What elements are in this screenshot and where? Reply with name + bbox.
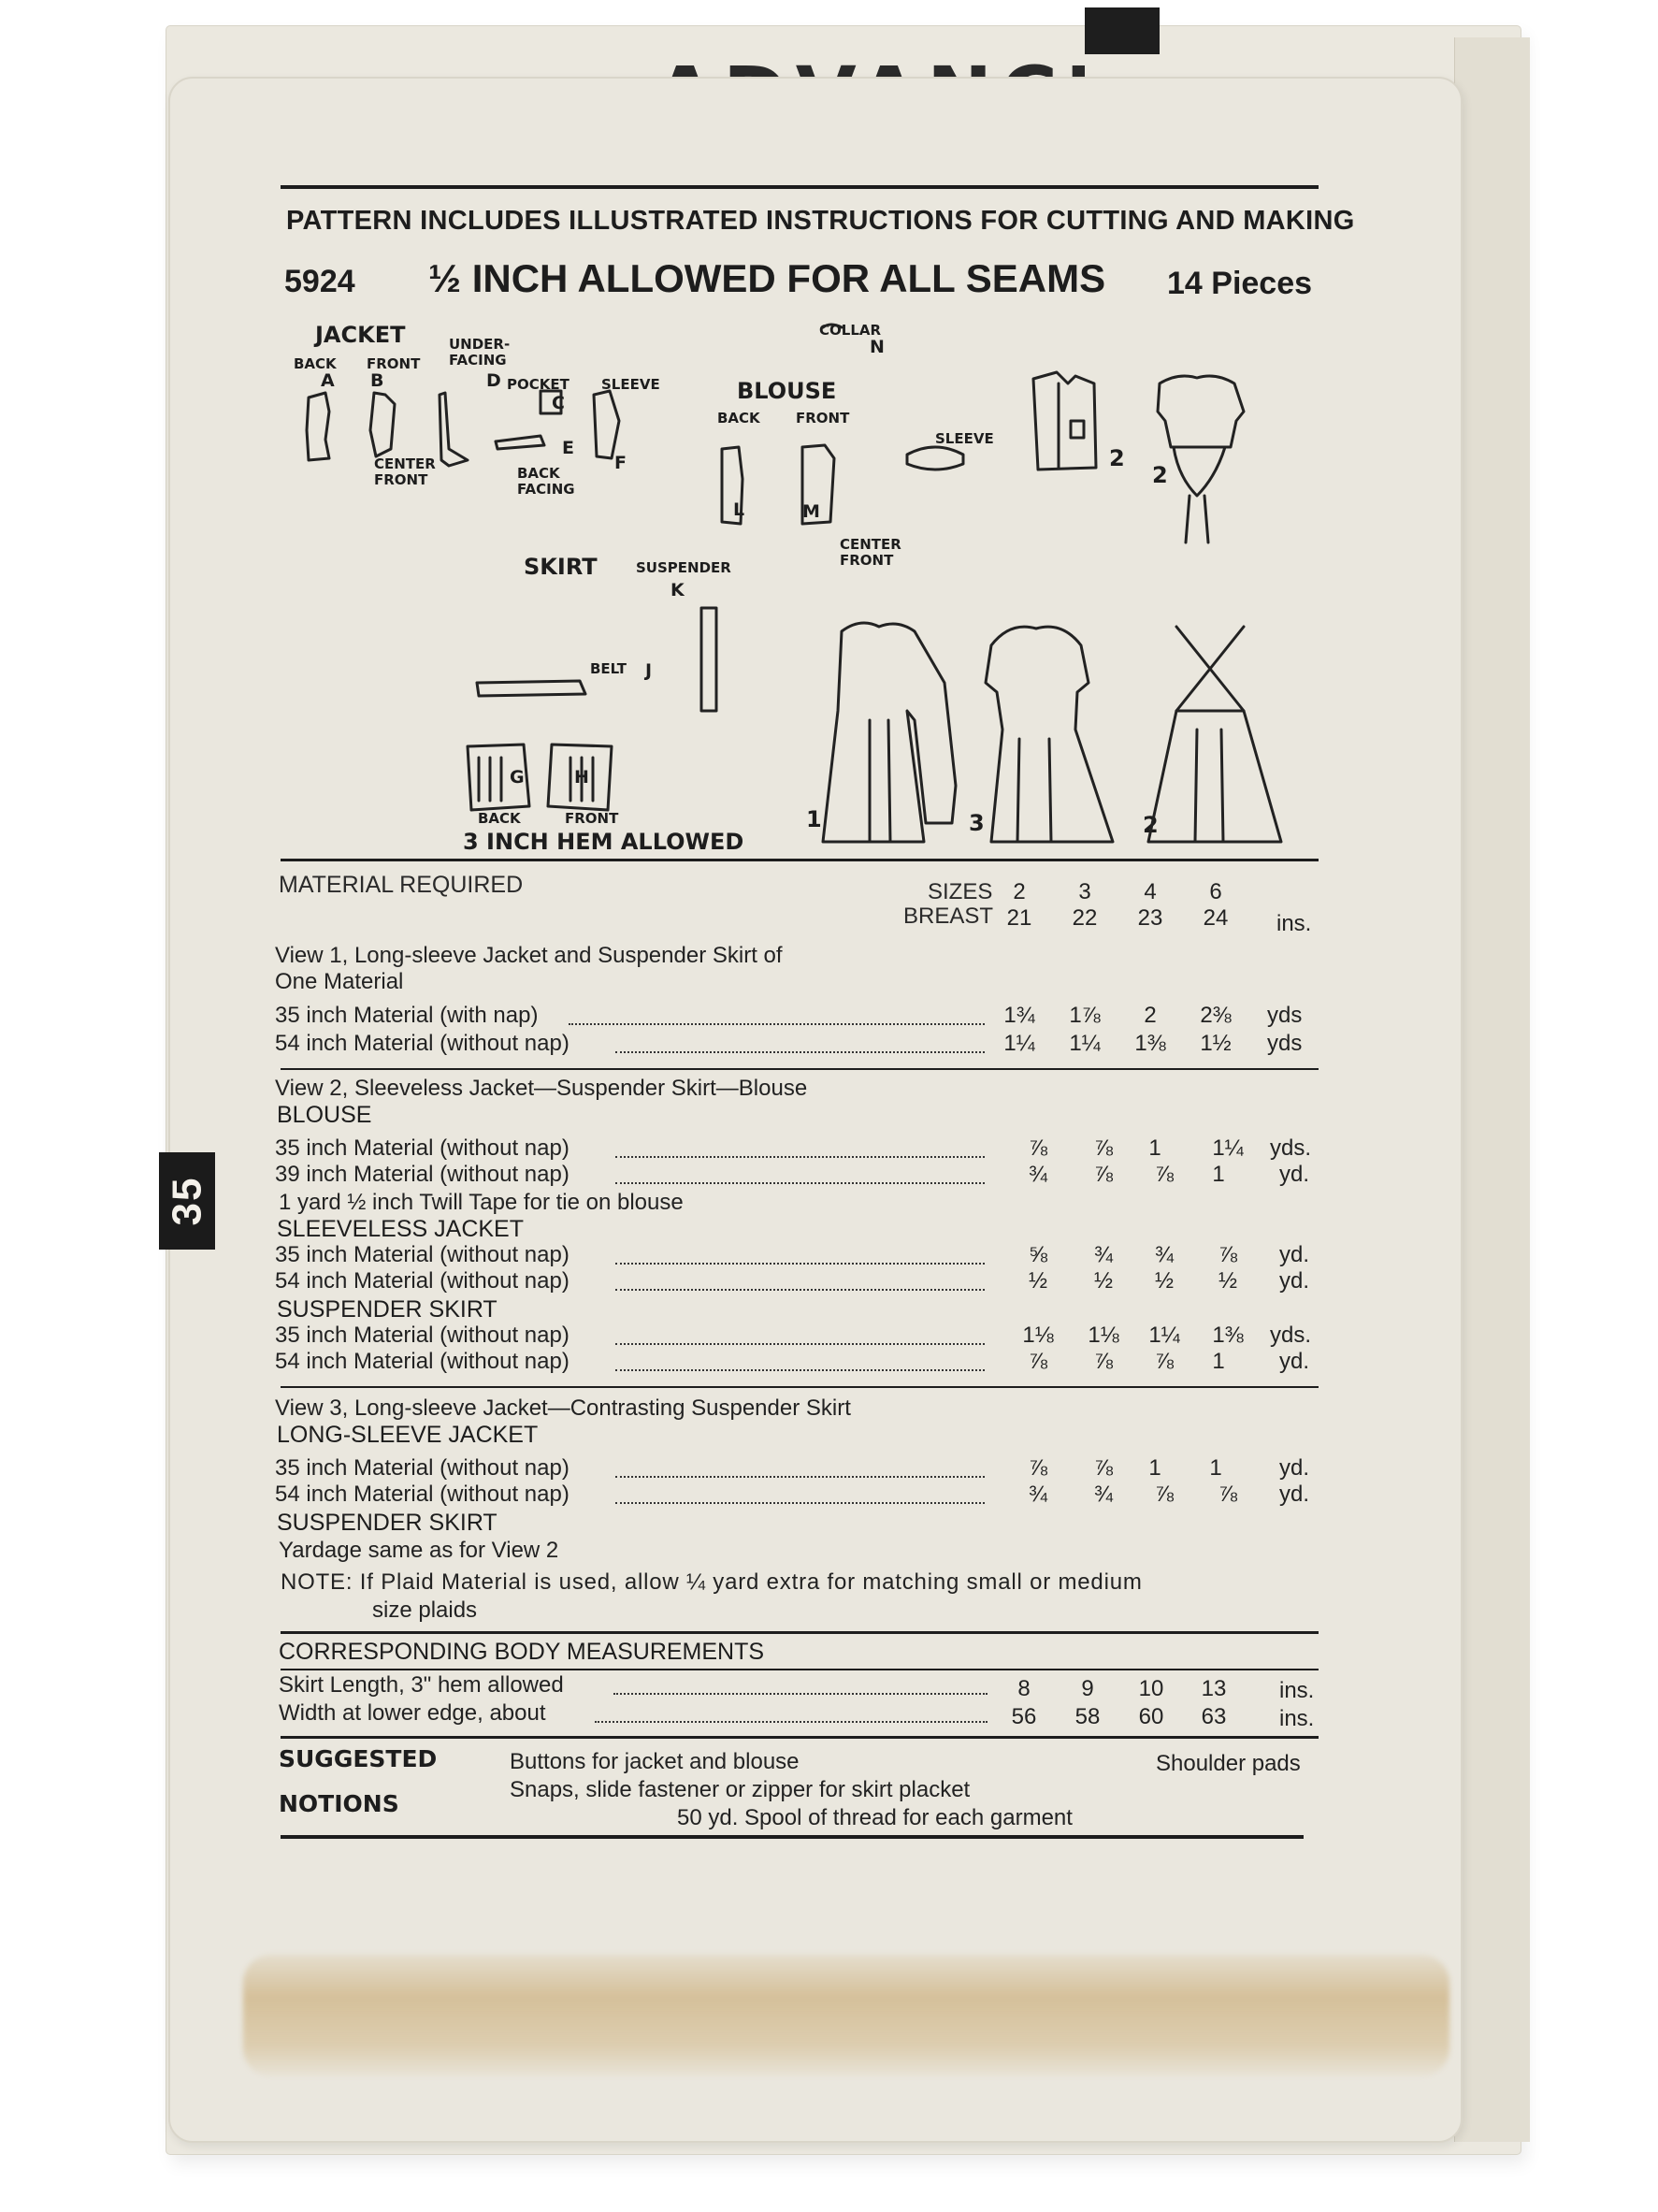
- view2-blouse-row1-v2: ⅞: [1093, 1135, 1113, 1161]
- view2-blouse-row2-label: 39 inch Material (without nap): [275, 1162, 569, 1187]
- breast-label: BREAST: [903, 904, 994, 929]
- stain-mark: [243, 1955, 1449, 2076]
- view-number-2: 2: [1143, 812, 1159, 838]
- width-lower-edge-v4: 63: [1201, 1704, 1227, 1729]
- notion-shoulder-pads: Shoulder pads: [1156, 1751, 1301, 1776]
- instructions-line: PATTERN INCLUDES ILLUSTRATED INSTRUCTIONS FOR CUTTING AND MAKING: [286, 206, 1355, 236]
- size-6: 6: [1209, 879, 1222, 904]
- skirt-length-unit: ins.: [1279, 1678, 1315, 1703]
- piece-letter-n: N: [870, 337, 885, 357]
- view2-blouse-row2-v2: ⅞: [1093, 1162, 1113, 1187]
- view2-skirt-row2-unit: yd.: [1279, 1349, 1310, 1374]
- seam-allowance: ½ INCH ALLOWED FOR ALL SEAMS: [428, 256, 1106, 300]
- leader-line: [569, 1023, 985, 1025]
- blouse-center-front-label: CENTER FRONT: [840, 536, 901, 569]
- view2-jacket-row2-unit: yd.: [1279, 1268, 1310, 1294]
- view3-jacket-row1-v2: ⅞: [1093, 1455, 1113, 1481]
- view3-jacket-row1-label: 35 inch Material (without nap): [275, 1455, 569, 1481]
- view2-skirt-row1-v1: 1⅛: [1022, 1323, 1054, 1348]
- notions-top-rule: [281, 1736, 1319, 1739]
- view1-row2-v1: 1¼: [1003, 1031, 1035, 1056]
- skirt-pattern-pieces: [458, 589, 776, 823]
- view2-jacket-row1-unit: yd.: [1279, 1242, 1310, 1267]
- piece-letter-g: G: [510, 767, 525, 788]
- view1-row1-label: 35 inch Material (with nap): [275, 1003, 539, 1028]
- notion-snaps: Snaps, slide fastener or zipper for skirt placket: [510, 1777, 971, 1802]
- leader-line: [615, 1369, 985, 1371]
- piece-letter-l: L: [733, 499, 745, 520]
- breast-unit: ins.: [1276, 911, 1312, 936]
- view2-skirt-row1-v2: 1⅛: [1088, 1323, 1119, 1348]
- blouse-sleeve-label: SLEEVE: [935, 430, 994, 447]
- skirt-front-label: FRONT: [565, 810, 619, 827]
- view2-skirt-row2-v3: ⅞: [1154, 1349, 1174, 1374]
- view3-jacket-row2-v1: ¾: [1028, 1482, 1047, 1507]
- view2-jacket-row2-v1: ½: [1028, 1268, 1047, 1294]
- view3-jacket-row2-label: 54 inch Material (without nap): [275, 1482, 569, 1507]
- belt-label: BELT: [590, 660, 627, 677]
- view3-jacket-heading: LONG-SLEEVE JACKET: [277, 1422, 539, 1448]
- view2-blouse-row2-unit: yd.: [1279, 1162, 1310, 1187]
- leader-line: [615, 1289, 985, 1291]
- view-number-2-top: 2: [1109, 445, 1125, 471]
- sizes-label: SIZES: [928, 879, 993, 904]
- piece-letter-m: M: [802, 501, 820, 522]
- notions-label: NOTIONS: [279, 1790, 399, 1817]
- skirt-label: SKIRT: [524, 554, 598, 580]
- skirt-length-v2: 9: [1081, 1676, 1094, 1701]
- view2-skirt-row2-v2: ⅞: [1093, 1349, 1113, 1374]
- leader-line: [615, 1051, 985, 1053]
- corner-tab: [1085, 7, 1160, 54]
- view2-skirt-row1-v3: 1¼: [1148, 1323, 1180, 1348]
- plaid-note: NOTE: If Plaid Material is used, allow ¼ yard extra for matching small or medium: [281, 1569, 1143, 1595]
- view3-jacket-row2-unit: yd.: [1279, 1482, 1310, 1507]
- jacket-sleeve-label: SLEEVE: [601, 376, 660, 393]
- view2-blouse-row1-v1: ⅞: [1028, 1135, 1047, 1161]
- view-number-2-bodice: 2: [1152, 462, 1168, 488]
- material-top-rule: [281, 859, 1319, 861]
- view1-row1-v3: 2: [1144, 1003, 1157, 1028]
- jacket-center-front-label: CENTER FRONT: [374, 455, 436, 488]
- collar-label: COLLAR: [819, 322, 882, 339]
- view3-jacket-row2-v3: ⅞: [1154, 1482, 1174, 1507]
- jacket-front-label: FRONT: [367, 355, 421, 372]
- width-lower-edge-v1: 56: [1011, 1704, 1037, 1729]
- piece-letter-j: J: [645, 660, 653, 681]
- view2-jacket-row2-v2: ½: [1093, 1268, 1113, 1294]
- bottom-rule: [281, 1835, 1304, 1839]
- suggested-label: SUGGESTED: [279, 1745, 438, 1772]
- view2-skirt-row2-v4: 1: [1212, 1349, 1225, 1374]
- view1-heading: View 1, Long-sleeve Jacket and Suspender Skirt of: [275, 943, 783, 968]
- view2-blouse-row1-label: 35 inch Material (without nap): [275, 1135, 569, 1161]
- piece-letter-c: C: [552, 393, 565, 413]
- piece-letter-h: H: [574, 767, 589, 788]
- piece-letter-k: K: [670, 580, 685, 600]
- view2-blouse-row1-v4: 1¼: [1212, 1135, 1244, 1161]
- view2-blouse-row2-v3: ⅞: [1154, 1162, 1174, 1187]
- jacket-back-label: BACK: [294, 355, 337, 372]
- pocket-label: POCKET: [507, 376, 569, 393]
- width-lower-edge-unit: ins.: [1279, 1706, 1315, 1731]
- twill-tape-note: 1 yard ½ inch Twill Tape for tie on blouse: [279, 1190, 684, 1215]
- view3-jacket-row2-v4: ⅞: [1218, 1482, 1237, 1507]
- envelope-flap: [1454, 37, 1530, 2142]
- view1-heading-cont: One Material: [275, 969, 404, 994]
- size-3: 3: [1078, 879, 1091, 904]
- leader-line: [615, 1476, 985, 1478]
- view1-row1-unit: yds: [1267, 1003, 1303, 1028]
- leader-line: [615, 1182, 985, 1184]
- piece-letter-f: F: [614, 453, 627, 473]
- view2-skirt-row2-label: 54 inch Material (without nap): [275, 1349, 569, 1374]
- view2-jacket-row2-v4: ½: [1218, 1268, 1237, 1294]
- leader-line: [613, 1693, 988, 1695]
- measurements-rule: [281, 1669, 1319, 1670]
- view1-row1-v1: 1¾: [1003, 1003, 1035, 1028]
- jacket-label: JACKET: [315, 322, 406, 348]
- plaid-note-cont: size plaids: [372, 1598, 478, 1623]
- view2-skirt-heading: SUSPENDER SKIRT: [277, 1296, 497, 1323]
- breast-24: 24: [1203, 905, 1229, 931]
- breast-23: 23: [1137, 905, 1163, 931]
- width-lower-edge-label: Width at lower edge, about: [279, 1700, 546, 1726]
- piece-letter-b: B: [370, 370, 384, 391]
- skirt-back-label: BACK: [478, 810, 521, 827]
- size-4: 4: [1144, 879, 1157, 904]
- garment-view-sketches: [804, 608, 1328, 851]
- view1-row2-unit: yds: [1267, 1031, 1303, 1056]
- pattern-number: 5924: [284, 264, 355, 299]
- back-facing-label: BACK FACING: [517, 465, 575, 498]
- piece-letter-e: E: [562, 438, 574, 458]
- skirt-length-v4: 13: [1201, 1676, 1227, 1701]
- notion-buttons: Buttons for jacket and blouse: [510, 1749, 800, 1774]
- view-number-1: 1: [806, 806, 822, 832]
- blouse-front-label: FRONT: [796, 410, 850, 426]
- view3-jacket-row1-v3: 1: [1148, 1455, 1161, 1481]
- view2-skirt-row1-unit: yds.: [1270, 1323, 1312, 1348]
- hem-allowed-label: 3 INCH HEM ALLOWED: [463, 829, 744, 855]
- view2-jacket-row1-v2: ¾: [1093, 1242, 1113, 1267]
- suspender-label: SUSPENDER: [636, 559, 731, 576]
- leader-line: [615, 1156, 985, 1158]
- notion-thread: 50 yd. Spool of thread for each garment: [677, 1805, 1073, 1830]
- width-lower-edge-v3: 60: [1138, 1704, 1164, 1729]
- piece-letter-a: A: [321, 370, 335, 391]
- view2-blouse-row1-v3: 1: [1148, 1135, 1161, 1161]
- view3-skirt-heading: SUSPENDER SKIRT: [277, 1510, 497, 1536]
- material-title: MATERIAL REQUIRED: [279, 872, 524, 898]
- view1-row1-v4: 2⅜: [1200, 1003, 1232, 1028]
- view2-jacket-heading: SLEEVELESS JACKET: [277, 1216, 525, 1242]
- size-2: 2: [1013, 879, 1026, 904]
- leader-line: [615, 1263, 985, 1265]
- jacket-pattern-pieces: [281, 355, 673, 514]
- view2-skirt-row2-v1: ⅞: [1028, 1349, 1047, 1374]
- under-facing-label: UNDER-FACING: [449, 336, 511, 369]
- width-lower-edge-v2: 58: [1074, 1704, 1101, 1729]
- blouse-back-label: BACK: [717, 410, 760, 426]
- view1-row2-label: 54 inch Material (without nap): [275, 1031, 569, 1056]
- view1-row2-v2: 1¼: [1069, 1031, 1101, 1056]
- section-rule: [281, 1386, 1319, 1388]
- view2-blouse-row2-v1: ¾: [1028, 1162, 1047, 1187]
- view3-skirt-note: Yardage same as for View 2: [279, 1538, 559, 1563]
- view-number-3: 3: [969, 810, 985, 836]
- measurements-top-rule: [281, 1631, 1319, 1634]
- piece-count: 14 Pieces: [1167, 266, 1313, 301]
- view3-jacket-row1-unit: yd.: [1279, 1455, 1310, 1481]
- bodice-sketches: [1019, 355, 1337, 561]
- top-rule: [281, 185, 1319, 189]
- piece-letter-d: D: [486, 370, 501, 391]
- skirt-length-v3: 10: [1138, 1676, 1164, 1701]
- leader-line: [595, 1721, 988, 1723]
- blouse-label: BLOUSE: [737, 378, 837, 404]
- view2-blouse-row1-unit: yds.: [1270, 1135, 1312, 1161]
- leader-line: [615, 1343, 985, 1345]
- breast-21: 21: [1006, 905, 1032, 931]
- breast-22: 22: [1072, 905, 1098, 931]
- view2-skirt-row1-v4: 1⅜: [1212, 1323, 1244, 1348]
- view2-heading: View 2, Sleeveless Jacket—Suspender Skirt—Blouse: [275, 1076, 808, 1101]
- view2-jacket-row1-v1: ⅝: [1028, 1242, 1047, 1267]
- skirt-length-label: Skirt Length, 3" hem allowed: [279, 1672, 564, 1698]
- view3-jacket-row1-v4: 1: [1209, 1455, 1222, 1481]
- view2-jacket-row2-v3: ½: [1154, 1268, 1174, 1294]
- view1-row2-v4: 1½: [1200, 1031, 1232, 1056]
- view1-row1-v2: 1⅞: [1069, 1003, 1101, 1028]
- body-measurements-title: CORRESPONDING BODY MEASUREMENTS: [279, 1639, 765, 1665]
- size-badge: 35: [159, 1152, 215, 1250]
- view2-jacket-row1-v3: ¾: [1154, 1242, 1174, 1267]
- leader-line: [615, 1502, 985, 1504]
- view2-skirt-row1-label: 35 inch Material (without nap): [275, 1323, 569, 1348]
- view3-jacket-row2-v2: ¾: [1093, 1482, 1113, 1507]
- view2-blouse-heading: BLOUSE: [277, 1102, 372, 1128]
- view2-jacket-row2-label: 54 inch Material (without nap): [275, 1268, 569, 1294]
- view2-blouse-row2-v4: 1: [1212, 1162, 1225, 1187]
- view2-jacket-row1-v4: ⅞: [1218, 1242, 1237, 1267]
- view3-jacket-row1-v1: ⅞: [1028, 1455, 1047, 1481]
- skirt-length-v1: 8: [1017, 1676, 1031, 1701]
- blouse-pattern-pieces: [711, 318, 1029, 561]
- view2-jacket-row1-label: 35 inch Material (without nap): [275, 1242, 569, 1267]
- view1-row2-v3: 1⅜: [1134, 1031, 1166, 1056]
- section-rule: [281, 1068, 1319, 1070]
- view3-heading: View 3, Long-sleeve Jacket—Contrasting Suspender Skirt: [275, 1395, 851, 1421]
